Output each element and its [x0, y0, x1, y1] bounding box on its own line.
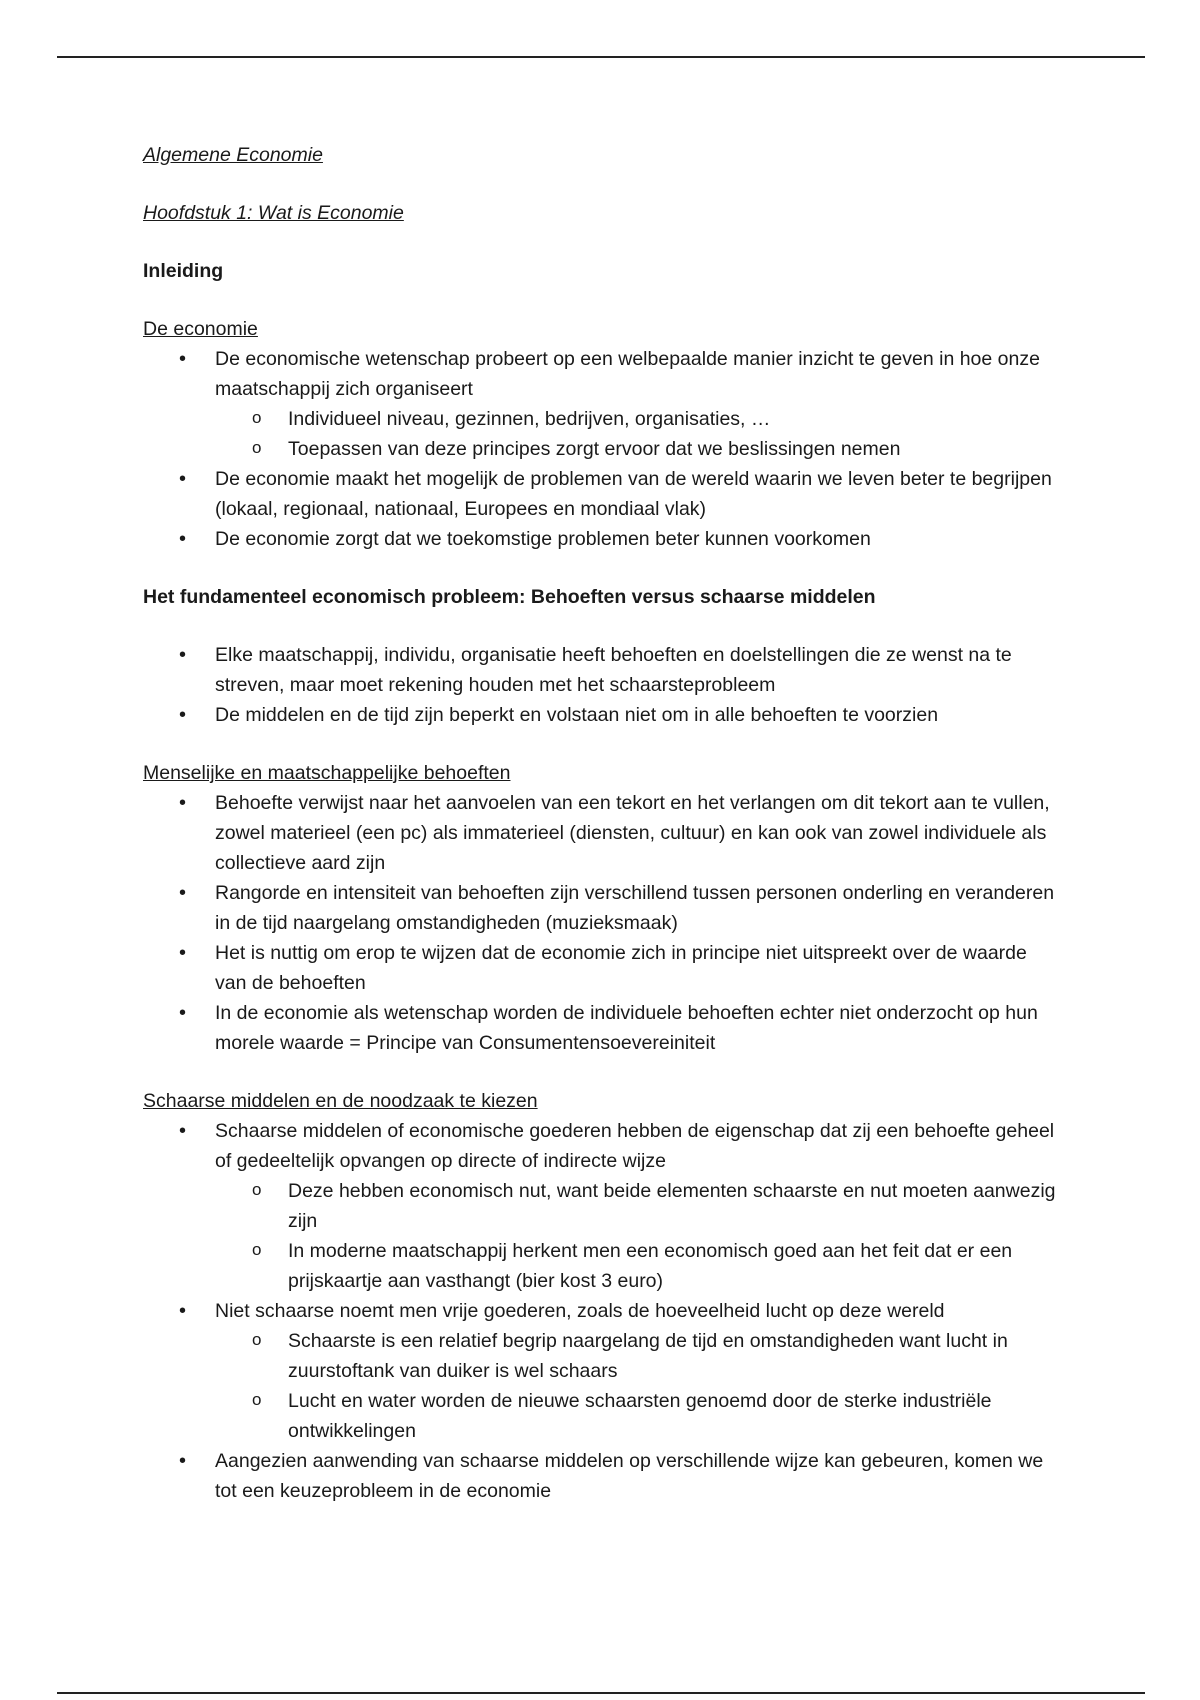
chapter-title: Hoofdstuk 1: Wat is Economie — [143, 202, 404, 224]
header-rule — [57, 56, 1145, 58]
sub-list-item: o Lucht en water worden de nieuwe schaarsten genoemd door de sterke industriële ontwikkelingen — [288, 1386, 1063, 1446]
list-item-text: Schaarse middelen of economische goederen hebben de eigenschap dat zij een behoefte geheel of gedeeltelijk opvangen op directe of indirecte wijze — [215, 1120, 1055, 1172]
sub-list-item: o Deze hebben economisch nut, want beide elementen schaarste en nut moeten aanwezig zijn — [288, 1176, 1063, 1236]
list-item-text: De economische wetenschap probeert op een welbepaalde manier inzicht te geven in hoe onze maatschappij zich organiseert — [215, 348, 1040, 400]
sub-list-item: o Schaarste is een relatief begrip naargelang de tijd en omstandigheden want lucht in zuurstoftank van duiker is wel schaars — [288, 1326, 1063, 1386]
list-item: • In de economie als wetenschap worden de individuele behoeften echter niet onderzocht op hun morele waarde = Principe van Consumentensoevereiniteit — [215, 998, 1063, 1058]
section-heading-fundamenteel-probleem: Het fundamenteel economisch probleem: Behoeften versus schaarse middelen — [143, 586, 876, 608]
section-heading-de-economie: De economie — [143, 318, 258, 340]
section-heading-behoeften: Menselijke en maatschappelijke behoeften — [143, 762, 511, 784]
sub-list-item: o Toepassen van deze principes zorgt ervoor dat we beslissingen nemen — [288, 434, 1063, 464]
document-body — [143, 140, 1063, 1506]
bullet-list — [143, 788, 1063, 1058]
list-item: • De middelen en de tijd zijn beperkt en volstaan niet om in alle behoeften te voorzien — [215, 700, 1063, 730]
list-item: • De economie maakt het mogelijk de problemen van de wereld waarin we leven beter te begrijpen (lokaal, regionaal, nationaal, Europees en mondiaal vlak) — [215, 464, 1063, 524]
list-item: • De economie zorgt dat we toekomstige problemen beter kunnen voorkomen — [215, 524, 1063, 554]
intro-heading: Inleiding — [143, 260, 224, 282]
sub-list-item: o In moderne maatschappij herkent men een economisch goed aan het feit dat er een prijskaartje aan vasthangt (bier kost 3 euro) — [288, 1236, 1063, 1296]
document-title: Algemene Economie — [143, 144, 323, 166]
list-item: • Het is nuttig om erop te wijzen dat de economie zich in principe niet uitspreekt over de waarde van de behoeften — [215, 938, 1063, 998]
list-item — [215, 1296, 1063, 1446]
sub-list — [215, 1326, 1063, 1446]
list-item: • Aangezien aanwending van schaarse middelen op verschillende wijze kan gebeuren, komen we tot een keuzeprobleem in de economie — [215, 1446, 1063, 1506]
sub-list — [215, 1176, 1063, 1296]
list-item — [215, 344, 1063, 464]
list-item-text: Niet schaarse noemt men vrije goederen, zoals de hoeveelheid lucht op deze wereld — [215, 1300, 945, 1322]
footer-rule — [57, 1692, 1145, 1694]
bullet-list — [143, 1116, 1063, 1506]
list-item: • Rangorde en intensiteit van behoeften zijn verschillend tussen personen onderling en veranderen in de tijd naargelang omstandigheden (muzieksmaak) — [215, 878, 1063, 938]
list-item — [215, 1116, 1063, 1296]
sub-list — [215, 404, 1063, 464]
list-item: • Behoefte verwijst naar het aanvoelen van een tekort en het verlangen om dit tekort aan te vullen, zowel materieel (een pc) als immaterieel (diensten, cultuur) en kan ook van zowel individuele als collectieve aard zijn — [215, 788, 1063, 878]
list-item: • Elke maatschappij, individu, organisatie heeft behoeften en doelstellingen die ze wenst na te streven, maar moet rekening houden met het schaarsteprobleem — [215, 640, 1063, 700]
section-heading-schaarse-middelen: Schaarse middelen en de noodzaak te kiezen — [143, 1090, 538, 1112]
bullet-list — [143, 640, 1063, 730]
bullet-list — [143, 344, 1063, 554]
sub-list-item: o Individueel niveau, gezinnen, bedrijven, organisaties, … — [288, 404, 1063, 434]
